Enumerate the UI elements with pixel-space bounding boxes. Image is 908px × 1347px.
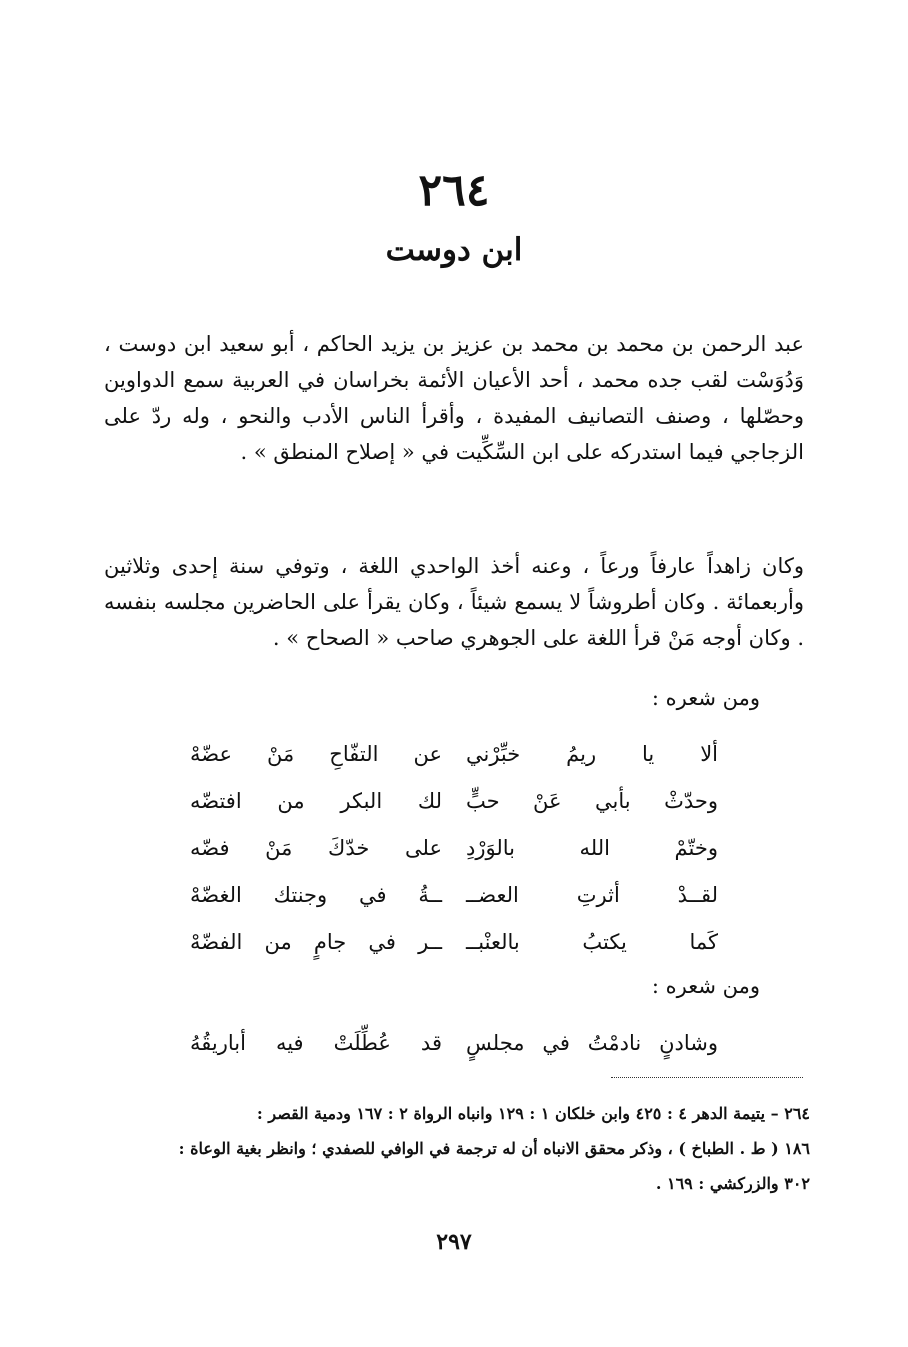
poem	[190, 1020, 718, 1067]
first-hemistich: كَما يكتبُ بالعنْبــ	[466, 930, 718, 954]
entry-title: ابن دوست	[385, 232, 523, 268]
biography-paragraph-2	[104, 548, 804, 656]
entry-number: ٢٦٤	[418, 165, 490, 216]
page-number: ٢٩٧	[436, 1229, 472, 1255]
poem-verse	[190, 919, 718, 966]
first-hemistich: لقــدْ أثرتِ العضــ	[466, 883, 718, 907]
poem-verse	[190, 825, 718, 872]
poem-verse	[190, 778, 718, 825]
biography-paragraph-1	[104, 326, 804, 470]
first-hemistich: وحدّثْ بأبي عَنْ حبٍّ	[466, 789, 718, 813]
poem-intro: ومن شعره :	[651, 974, 760, 998]
poem	[190, 731, 718, 966]
footnote-line: ٢٦٤ – يتيمة الدهر ٤ : ٤٢٥ وابن خلكان ١ : ١٢٩ وانباه الرواة ٢ : ١٦٧ ودمية القصر :	[256, 1104, 810, 1123]
paragraph-text: عبد الرحمن بن محمد بن محمد بن عزيز بن يزيد الحاكم ، أبو سعيد ابن دوست ، وَدُوَسْت لقب جده محمد ، أحد الأعيان الأئمة بخراسان في العربية سمع الدواوين وحصّلها ، وصنف التصانيف المفيدة ، وأقرأ الناس الأدب والنحو ، وله ردّ على الزجاجي فيما استدركه على ابن السِّكِّيت في « إصلاح المنطق » .	[104, 332, 804, 464]
poem-intro: ومن شعره :	[651, 686, 760, 710]
footnote-line: ١٨٦ ( ط . الطباخ ) ، وذكر محقق الانباه أن له ترجمة في الوافي للصفدي ؛ وانظر بغية الوعاة :	[178, 1139, 810, 1158]
first-hemistich: وختّمْ الله بالوَرْدِ	[466, 836, 718, 860]
second-hemistich: لك البكر من افتضّه	[190, 789, 442, 813]
poem-verse	[190, 1020, 718, 1067]
second-hemistich: عن التفّاحِ مَنْ عضّهْ	[190, 742, 442, 766]
first-hemistich: ألا يا ريمُ خبِّرْني	[466, 742, 718, 766]
second-hemistich: قد عُطِّلَتْ فيه أباريقُهُ	[190, 1031, 442, 1055]
paragraph-text: وكان زاهداً عارفاً ورعاً ، وعنه أخذ الواحدي اللغة ، وتوفي سنة إحدى وثلاثين وأربعمائة . وكان أطروشاً لا يسمع شيئاً ، وكان يقرأ على الحاضرين مجلسه بنفسه . وكان أوجه مَنْ قرأ اللغة على الجوهري صاحب « الصحاح » .	[104, 554, 804, 650]
footnotes	[104, 1096, 810, 1201]
second-hemistich: ــر في جامٍ من الفضّهْ	[190, 930, 442, 954]
poem-verse	[190, 872, 718, 919]
second-hemistich: على خدّكَ مَنْ فضّه	[190, 836, 442, 860]
footnote-divider	[611, 1077, 803, 1078]
second-hemistich: ــةُ في وجنتك الغضّهْ	[190, 883, 442, 907]
first-hemistich: وشادنٍ نادمْتُ في مجلسٍ	[466, 1031, 718, 1055]
poem-verse	[190, 731, 718, 778]
footnote-line: ٣٠٢ والزركشي : ١٦٩ .	[655, 1174, 810, 1193]
